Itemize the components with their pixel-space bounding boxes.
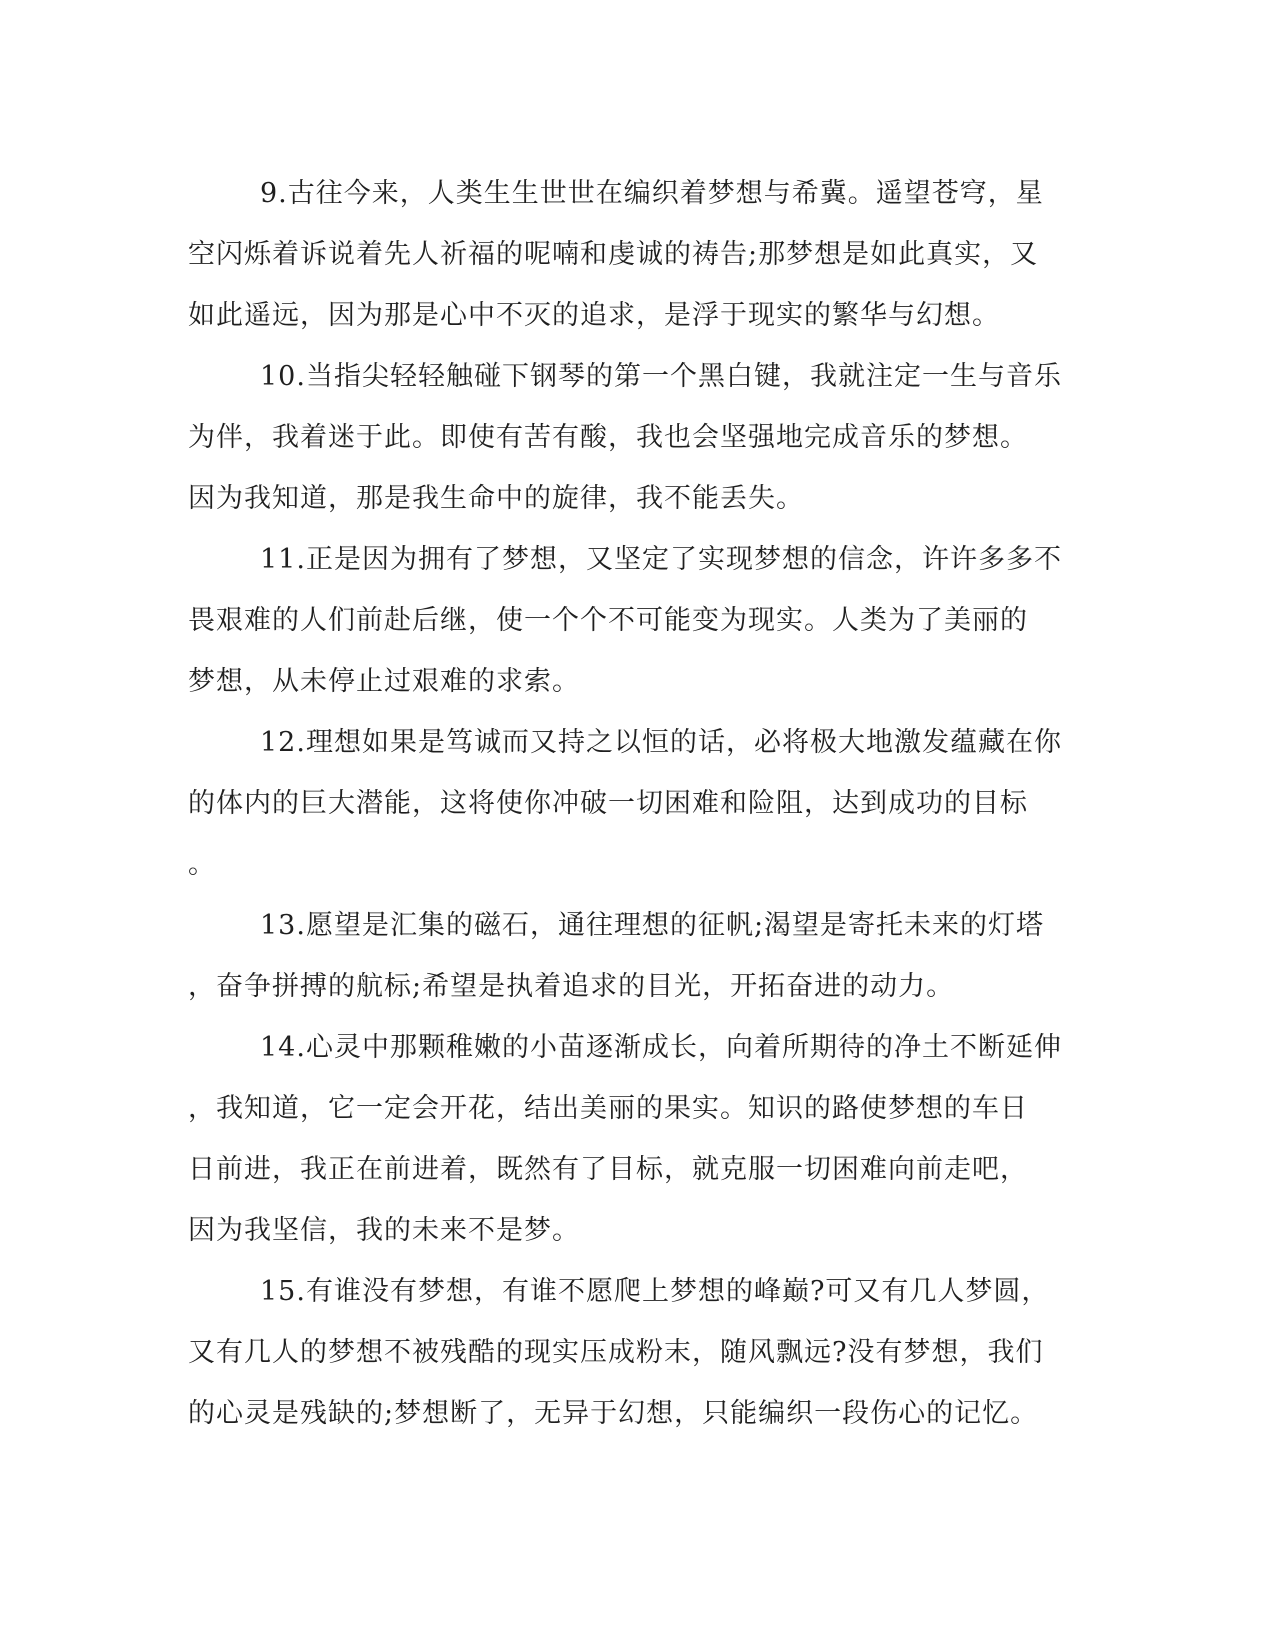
paragraph-11 <box>188 529 1088 712</box>
paragraph-line: 10.当指尖轻轻触碰下钢琴的第一个黑白键，我就注定一生与音乐 <box>260 361 1062 392</box>
paragraph-line: 空闪烁着诉说着先人祈福的呢喃和虔诚的祷告;那梦想是如此真实，又 <box>188 239 1039 270</box>
paragraph-line: 为伴，我着迷于此。即使有苦有酸，我也会坚强地完成音乐的梦想。 <box>188 422 1028 453</box>
paragraph-12 <box>188 712 1088 895</box>
paragraph-line: 因为我知道，那是我生命中的旋律，我不能丢失。 <box>188 483 804 514</box>
paragraph-line: 的体内的巨大潜能，这将使你冲破一切困难和险阻，达到成功的目标 <box>188 788 1028 819</box>
paragraph-line: 如此遥远，因为那是心中不灭的追求，是浮于现实的繁华与幻想。 <box>188 300 1000 331</box>
paragraph-line: 12.理想如果是笃诚而又持之以恒的话，必将极大地激发蕴藏在你 <box>260 727 1062 758</box>
paragraph-13 <box>188 895 1088 1017</box>
paragraph-15 <box>188 1261 1088 1444</box>
document-body <box>188 163 1088 1444</box>
paragraph-line: 。 <box>188 849 216 880</box>
paragraph-line: 11.正是因为拥有了梦想，又坚定了实现梦想的信念，许许多多不 <box>260 544 1062 575</box>
paragraph-line: 14.心灵中那颗稚嫩的小苗逐渐成长，向着所期待的净土不断延伸 <box>260 1032 1062 1063</box>
paragraph-line: 的心灵是残缺的;梦想断了，无异于幻想，只能编织一段伤心的记忆。 <box>188 1398 1039 1429</box>
paragraph-line: 畏艰难的人们前赴后继，使一个个不可能变为现实。人类为了美丽的 <box>188 605 1028 636</box>
paragraph-14 <box>188 1017 1088 1261</box>
paragraph-line: 因为我坚信，我的未来不是梦。 <box>188 1215 580 1246</box>
paragraph-line: 13.愿望是汇集的磁石，通往理想的征帆;渴望是寄托未来的灯塔 <box>260 910 1045 941</box>
paragraph-line: 梦想，从未停止过艰难的求索。 <box>188 666 580 697</box>
paragraph-10 <box>188 346 1088 529</box>
paragraph-line: 9.古往今来，人类生生世世在编织着梦想与希冀。遥望苍穹，星 <box>260 178 1044 209</box>
paragraph-line: ，我知道，它一定会开花，结出美丽的果实。知识的路使梦想的车日 <box>188 1093 1028 1124</box>
paragraph-line: ，奋争拼搏的航标;希望是执着追求的目光，开拓奋进的动力。 <box>188 971 955 1002</box>
paragraph-line: 日前进，我正在前进着，既然有了目标，就克服一切困难向前走吧， <box>188 1154 1028 1185</box>
paragraph-line: 15.有谁没有梦想，有谁不愿爬上梦想的峰巅?可又有几人梦圆， <box>260 1276 1050 1307</box>
paragraph-9 <box>188 163 1088 346</box>
paragraph-line: 又有几人的梦想不被残酷的现实压成粉末，随风飘远?没有梦想，我们 <box>188 1337 1044 1368</box>
